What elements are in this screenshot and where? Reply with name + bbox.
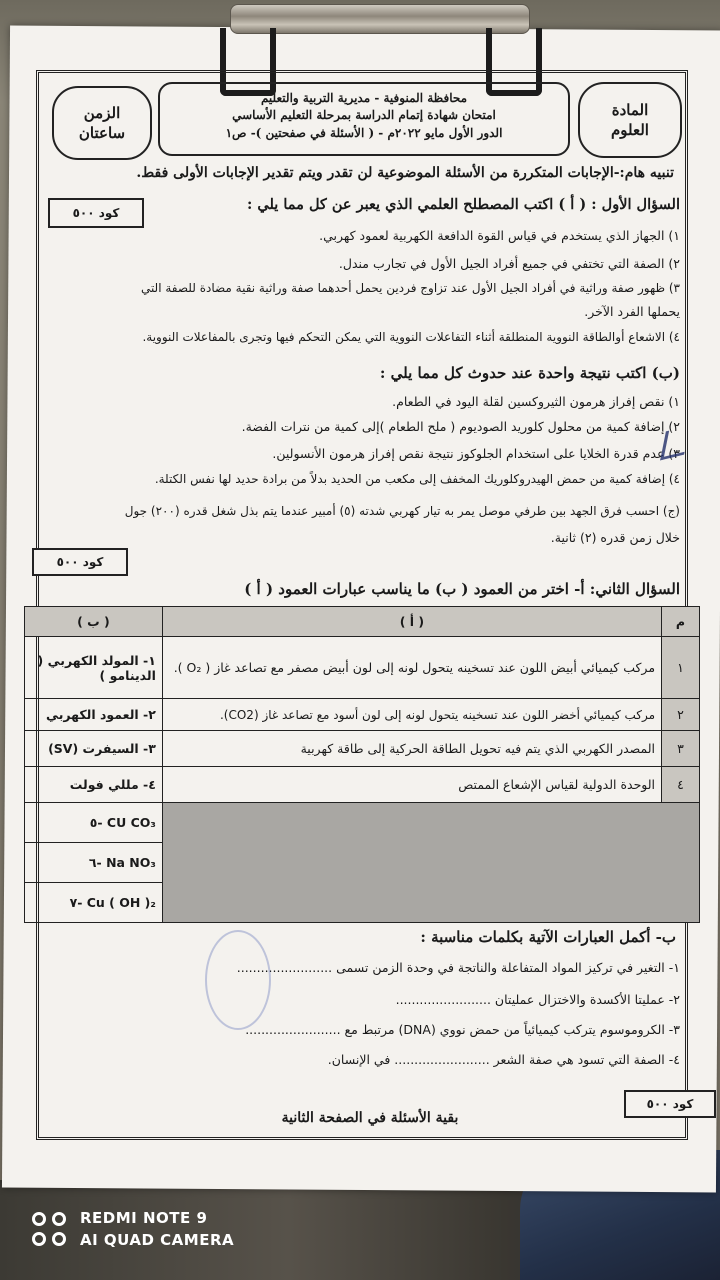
row-col-a: الوحدة الدولية لقياس الإشعاع الممتص — [162, 767, 661, 803]
q2-title: السؤال الثاني: أ- اختر من العمود ( ب) ما يناسب عبارات العمود ( أ ) — [244, 580, 680, 598]
header-col-a: ( أ ) — [162, 607, 661, 637]
q1-code: كود ٥٠٠ — [72, 206, 120, 220]
q1-code2-box — [32, 548, 128, 576]
q1-code-box — [48, 198, 144, 228]
row-num: ٢ — [662, 699, 700, 731]
q1-item-2: ٢) الصفة التي تختفي في جميع أفراد الجيل الأول في تجارب مندل. — [338, 256, 680, 271]
matching-table — [24, 606, 700, 923]
q2-b-title: ب- أكمل العبارات الآتية بكلمات مناسبة : — [420, 928, 676, 946]
camera-watermark-line-1: REDMI NOTE 9 — [80, 1209, 208, 1227]
shaded-area — [162, 803, 699, 923]
q1-item-3: ٣) ظهور صفة وراثية في أفراد الجيل الأول عند تزاوج فردين يحمل أحدهما صفة وراثية نقية مضادة للصفة التي — [140, 281, 680, 295]
subject-label: المادة — [611, 100, 649, 119]
row-col-a: المصدر الكهربي الذي يتم فيه تحويل الطاقة الحركية إلى طاقة كهربية — [162, 731, 661, 767]
q1-b-item-4: ٤) إضافة كمية من حمض الهيدروكلوريك المخفف إلى مكعب من الحديد بدلاً من برادة حديد لها نفس الكتلة. — [154, 472, 680, 486]
camera-logo-icon — [32, 1212, 72, 1250]
q1-b-item-2: ٢) إضافة كمية من محلول كلوريد الصوديوم ( ملح الطعام )إلى كمية من نترات الفضة. — [241, 419, 680, 434]
header-line-2: امتحان شهادة إتمام الدراسة بمرحلة التعليم الأساسي — [232, 108, 496, 123]
row-col-b: Cu ( OH )₂ -٧ — [25, 883, 163, 923]
q1-item-3-cont: يحملها الفرد الآخر. — [584, 304, 680, 319]
q2-code: كود ٥٠٠ — [646, 1097, 694, 1111]
q1-c-line-1: (ج) احسب فرق الجهد بين طرفي موصل يمر به تيار كهربي شدته (٥) أمبير عندما يتم بذل شغل قدره (٢٠٠) جول — [124, 504, 680, 518]
subject-value: العلوم — [611, 121, 649, 139]
header-line-1: محافظة المنوفية - مديرية التربية والتعليم — [260, 91, 468, 105]
q1-b-item-1: ١) نقص إفراز هرمون الثيروكسين لقلة اليود في الطعام. — [392, 394, 680, 409]
time-box — [52, 86, 152, 160]
q1-b-item-3: ٣) عدم قدرة الخلايا على استخدام الجلوكوز نتيجة نقص إفراز هرمون الأنسولين. — [272, 446, 680, 461]
q1-c-line-2: خلال زمن قدره (٢) ثانية. — [550, 530, 680, 545]
row-col-b: ١- المولد الكهربي ( الدينامو ) — [25, 637, 163, 699]
camera-watermark-line-2: AI QUAD CAMERA — [80, 1230, 235, 1249]
stamp-mark — [205, 930, 271, 1030]
q1-title: السؤال الأول : ( أ ) اكتب المصطلح العلمي الذي يعبر عن كل مما يلي : — [246, 196, 680, 213]
row-col-b: ٣- السيفرت (SV) — [25, 731, 163, 767]
time-label: الزمن — [83, 103, 121, 122]
q2-b-item-3: ٣- الكروموسوم يتركب كيميائياً من حمض نووي (DNA) مرتبط مع ........................ — [245, 1022, 680, 1037]
q2-b-item-4: ٤- الصفة التي تسود هي صفة الشعر ........................ في الإنسان. — [327, 1052, 680, 1067]
q1-item-1: ١) الجهاز الذي يستخدم في قياس القوة الدافعة الكهربية لعمود كهربي. — [319, 228, 680, 243]
row-col-b: ٢- العمود الكهربي — [25, 699, 163, 731]
camera-watermark — [80, 1208, 234, 1252]
time-value: ساعتان — [78, 124, 126, 142]
q2-b-item-1: ١- التغير في تركيز المواد المتفاعلة والناتجة في وحدة الزمن تسمى ........................ — [236, 960, 680, 975]
row-num: ٤ — [662, 767, 700, 803]
q1-b-title: (ب) اكتب نتيجة واحدة عند حدوث كل مما يلي : — [379, 364, 680, 382]
table-row — [25, 803, 700, 843]
row-col-b: Na NO₃ -٦ — [25, 843, 163, 883]
footer-note: بقية الأسئلة في الصفحة الثانية — [281, 1110, 459, 1126]
exam-header — [158, 82, 570, 156]
table-row — [25, 699, 700, 731]
table-row — [25, 731, 700, 767]
row-col-a: مركب كيميائي أبيض اللون عند تسخينه يتحول لونه إلى لون أبيض مصفر مع تصاعد غاز ( O₂ ). — [162, 637, 661, 699]
header-num: م — [662, 607, 700, 637]
q2-code-box — [624, 1090, 716, 1118]
header-line-3: الدور الأول مايو ٢٠٢٢م - ( الأسئلة في صفحتين )- ص١ — [225, 125, 503, 140]
q2-b-item-2: ٢- عمليتا الأكسدة والاختزال عمليتان ........................ — [395, 992, 680, 1007]
notice-text: تنبيه هام:-الإجابات المتكررة من الأسئلة الموضوعية لن تقدر ويتم تقدير الإجابات الأولى فقط. — [136, 165, 674, 181]
row-col-b: CU CO₃ -٥ — [25, 803, 163, 843]
row-num: ١ — [662, 637, 700, 699]
q1-item-4: ٤) الاشعاع أوالطاقة النووية المنطلقة أثناء التفاعلات النووية التي يمكن التحكم فيها وتجرى بالمفاعلات النووية. — [142, 330, 680, 344]
row-col-a: مركب كيميائي أخضر اللون عند تسخينه يتحول لونه إلى لون أسود مع تصاعد غاز (CO2). — [162, 699, 661, 731]
q1-code2: كود ٥٠٠ — [56, 555, 104, 569]
row-col-b: ٤- مللي فولت — [25, 767, 163, 803]
table-row — [25, 637, 700, 699]
header-col-b: ( ب ) — [25, 607, 163, 637]
subject-box — [578, 82, 682, 158]
table-row — [25, 767, 700, 803]
row-num: ٣ — [662, 731, 700, 767]
matching-table-header — [25, 607, 700, 637]
